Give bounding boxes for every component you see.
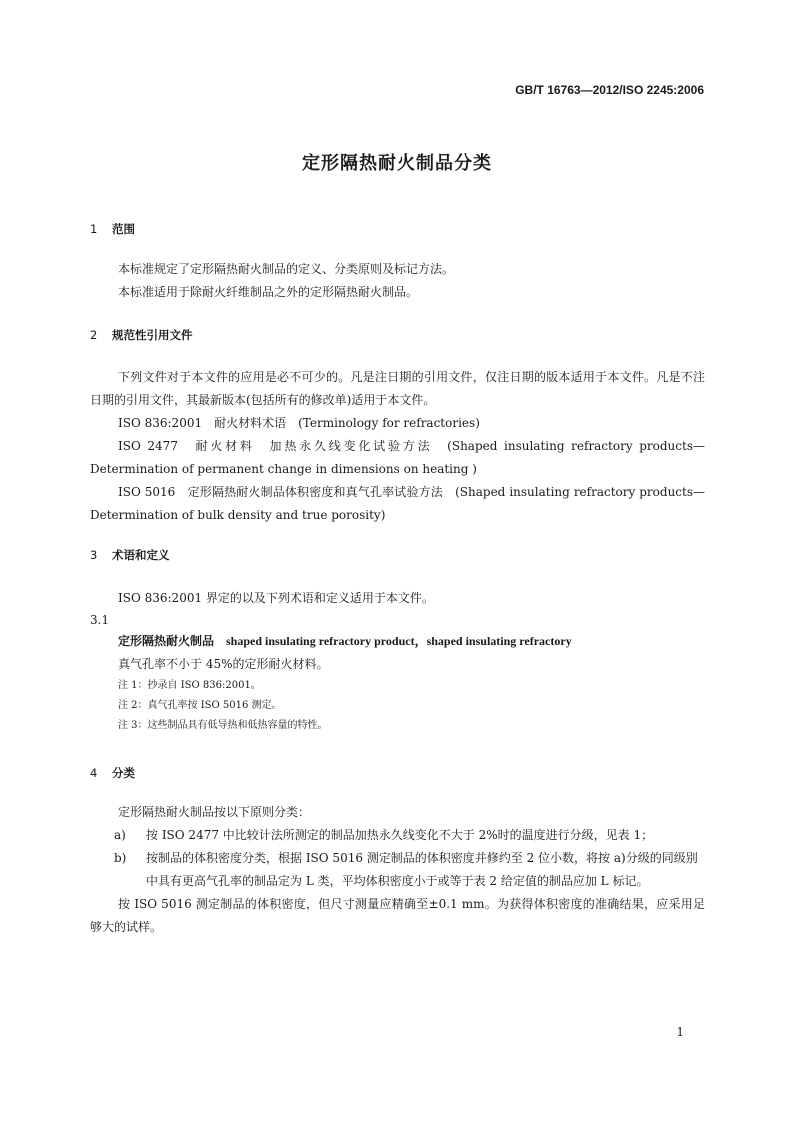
section-number: 4 <box>90 766 98 780</box>
section-classification-body <box>90 801 705 939</box>
note: 注 1：抄录自 ISO 836:2001。 <box>118 680 261 691</box>
list-item <box>90 824 705 847</box>
section-heading <box>90 219 705 239</box>
term-chinese: 定形隔热耐火制品 <box>118 634 215 648</box>
section-references-body <box>90 366 705 527</box>
list-marker: b) <box>114 851 127 865</box>
section-heading <box>90 763 705 783</box>
paragraph: 下列文件对于本文件的应用是必不可少的。凡是注日期的引用文件，仅注日期的版本适用于本文件。凡是不注日期的引用文件，其最新版本(包括所有的修改单)适用于本文件。 <box>90 370 705 407</box>
list-text: 按制品的体积密度分类，根据 ISO 5016 测定制品的体积密度并修约至 2 位小数，将按 a)分级的同级别中具有更高气孔率的制品定为 L 类，平均体积密度小于或等于表 2 给定值的制品应加 L 标记。 <box>146 851 698 888</box>
note: 注 2：真气孔率按 ISO 5016 测定。 <box>118 700 282 711</box>
list-item <box>90 847 705 893</box>
section-scope-body <box>90 258 705 304</box>
note: 注 3：这些制品具有低导热和低热容量的特性。 <box>118 720 328 731</box>
section-title: 规范性引用文件 <box>112 328 193 342</box>
section-title: 分类 <box>112 766 135 780</box>
section-scope <box>90 219 705 239</box>
section-heading <box>90 545 705 565</box>
term-definition: 真气孔率不小于 45%的定形耐火材料。 <box>118 657 329 671</box>
term-entry <box>90 630 705 653</box>
paragraph: 本标准适用于除耐火纤维制品之外的定形隔热耐火制品。 <box>118 285 419 299</box>
section-terms <box>90 545 705 565</box>
paragraph: 定形隔热耐火制品按以下原则分类： <box>118 805 311 819</box>
section-number: 1 <box>90 222 98 236</box>
section-heading <box>90 325 705 345</box>
list-text: 按 ISO 2477 中比较计法所测定的制品加热永久线变化不大于 2%时的温度进行分级，见表 1； <box>146 828 654 842</box>
term-number: 3.1 <box>90 613 110 627</box>
section-number: 2 <box>90 328 98 342</box>
paragraph: ISO 836:2001 界定的以及下列术语和定义适用于本文件。 <box>118 591 434 605</box>
term-english: shaped insulating refractory product，shaped insulating refractory <box>226 634 572 648</box>
reference-item: ISO 5016 定形隔热耐火制品体积密度和真气孔率试验方法 (Shaped insulating refractory products—Determination of bulk density and true porosity) <box>90 485 705 522</box>
section-classification <box>90 763 705 783</box>
section-normative-references <box>90 325 705 345</box>
document-title: 定形隔热耐火制品分类 <box>302 153 492 174</box>
section-title: 范围 <box>112 222 135 236</box>
paragraph: 本标准规定了定形隔热耐火制品的定义、分类原则及标记方法。 <box>118 262 455 276</box>
reference-item: ISO 2477 耐火材料 加热永久线变化试验方法 (Shaped insulating refractory products—Determination of permanent change in dimensions on heating ) <box>90 439 705 476</box>
list-marker: a) <box>114 828 126 842</box>
section-terms-body <box>90 587 705 736</box>
reference-item: ISO 836:2001 耐火材料术语 (Terminology for refractories) <box>118 416 480 430</box>
page-number: 1 <box>676 1025 684 1039</box>
section-title: 术语和定义 <box>112 548 170 562</box>
standard-code: GB/T 16763—2012/ISO 2245:2006 <box>515 83 704 97</box>
paragraph: 按 ISO 5016 测定制品的体积密度，但尺寸测量应精确至±0.1 mm。为获得体积密度的准确结果，应采用足够大的试样。 <box>90 897 705 934</box>
section-number: 3 <box>90 548 98 562</box>
